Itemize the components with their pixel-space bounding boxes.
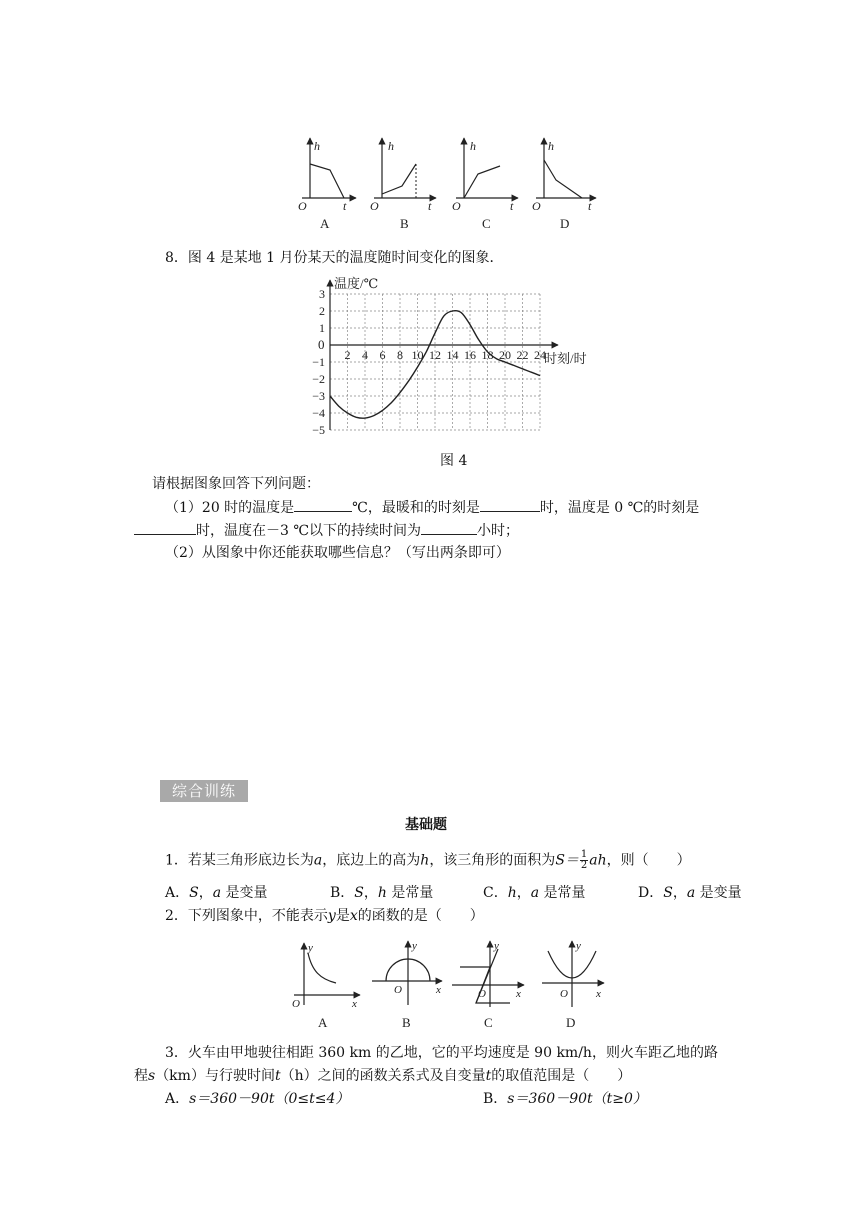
option-key: D．	[638, 885, 664, 901]
x-tick-label: 24	[534, 348, 546, 362]
option-sep: ，	[516, 885, 531, 901]
q8-part1-e: 小时；	[477, 523, 520, 539]
frac-num: 1	[580, 849, 588, 860]
formula-lhs: S＝	[555, 852, 579, 869]
x-tick-label: 10	[411, 348, 424, 362]
var-y: y	[327, 908, 336, 924]
origin-label: O	[560, 988, 568, 1000]
q1-option-d[interactable]	[638, 883, 742, 903]
q3-line2-b: （km）与行驶时间	[155, 1068, 275, 1084]
q8-part1-c: 时，温度是 0 ℃的时刻是	[539, 500, 700, 516]
option-var: S	[354, 885, 364, 901]
h-axis-label: h	[314, 139, 320, 153]
graph-label-c: C	[482, 216, 491, 231]
q1-stem-b: ，底边上的高为	[322, 852, 421, 869]
q1-stem	[165, 850, 691, 871]
graph-d	[532, 138, 596, 231]
origin-label: O	[478, 988, 486, 1000]
option-text: s＝360－90t（t≥0）	[507, 1091, 647, 1107]
q1-option-b[interactable]	[330, 883, 433, 903]
option-text: s＝360－90t（0≤t≤4）	[189, 1091, 350, 1107]
graph-label-b: B	[400, 216, 409, 231]
y-tick-label: 1	[319, 321, 325, 335]
y-axis-label: y	[576, 940, 581, 952]
y-tick-label: 3	[319, 287, 325, 301]
q8-stem: 8．图 4 是某地 1 月份某天的温度随时间变化的图象．	[165, 250, 504, 266]
q1-option-a[interactable]	[165, 883, 268, 903]
origin-label: O	[394, 984, 402, 996]
q3-line2	[134, 1066, 631, 1086]
q3-option-a[interactable]	[165, 1089, 349, 1109]
option-tail: 是常量	[386, 885, 434, 901]
var-s: s	[148, 1068, 156, 1084]
answer-blank-zero-time[interactable]	[134, 520, 196, 535]
q1-stem-d: ，则（ ）	[606, 852, 691, 869]
q2-stem-b: 是	[335, 908, 350, 924]
option-key: C．	[483, 885, 508, 901]
section-badge: 综合训练	[160, 780, 248, 802]
origin-label: O	[298, 199, 307, 213]
graph-b	[370, 138, 436, 231]
chart-origin-label: 0	[318, 337, 325, 352]
x-tick-label: 14	[446, 348, 459, 362]
q3-line2-a: 程	[134, 1068, 148, 1084]
graph-c	[452, 138, 518, 231]
q2-graph-d	[542, 940, 604, 1030]
option-var: S	[189, 885, 199, 901]
q3-line2-c: （h）之间的函数关系式及自变量	[280, 1068, 486, 1084]
y-tick-label: −2	[312, 372, 325, 386]
option-key: B．	[483, 1091, 508, 1107]
y-axis-label: y	[308, 942, 313, 954]
option-tail: 是变量	[695, 885, 742, 901]
var-a: a	[313, 852, 323, 869]
option-var: a	[212, 885, 222, 901]
option-key: B．	[330, 885, 355, 901]
y-tick-label: 2	[319, 304, 325, 318]
q2-stem	[165, 906, 484, 926]
t-axis-label: t	[343, 199, 347, 213]
x-axis-label: x	[596, 988, 601, 1000]
q8-part1-line2	[134, 520, 519, 541]
x-axis-label: x	[352, 998, 357, 1010]
q8-part1-a: （1）20 时的温度是	[165, 500, 295, 516]
graph-label-a: A	[318, 1015, 328, 1030]
q3-line2-d: 的取值范围是（ ）	[491, 1068, 632, 1084]
x-axis-label: x	[516, 988, 521, 1000]
q8-prompt: 请根据图象回答下列问题：	[152, 476, 320, 492]
x-tick-label: 2	[344, 348, 351, 362]
top-graphs	[290, 132, 610, 234]
origin-label: O	[532, 199, 541, 213]
graph-label-c: C	[484, 1015, 493, 1030]
y-tick-label: −5	[312, 423, 325, 437]
q2-graph-a	[292, 942, 360, 1030]
y-axis-label: y	[494, 940, 499, 952]
x-tick-label: 16	[464, 348, 476, 362]
origin-label: O	[292, 998, 300, 1010]
graph-label-a: A	[320, 216, 330, 231]
option-sep: ，	[363, 885, 378, 901]
graph-label-d: D	[566, 1015, 576, 1030]
var-t: t	[274, 1068, 281, 1084]
var-x: x	[349, 908, 358, 924]
chart-grid	[330, 294, 540, 430]
option-sep: ，	[672, 885, 687, 901]
answer-blank-warmest-time[interactable]	[480, 497, 540, 512]
h-axis-label: h	[548, 139, 554, 153]
x-axis-label: x	[436, 984, 441, 996]
option-var: h	[507, 885, 517, 901]
q8-part1-d: 时，温度在－3 ℃以下的持续时间为	[196, 523, 422, 539]
graph-label-d: D	[560, 216, 570, 231]
var-h: h	[420, 852, 430, 869]
q1-stem-c: ，该三角形的面积为	[429, 852, 556, 869]
origin-label: O	[452, 199, 461, 213]
x-tick-label: 18	[481, 348, 494, 362]
t-axis-label: t	[510, 199, 514, 213]
option-var: a	[686, 885, 696, 901]
q2-stem-a: 2．下列图象中，不能表示	[165, 908, 328, 924]
h-axis-label: h	[470, 139, 476, 153]
answer-blank-duration[interactable]	[421, 520, 477, 535]
section-heading: 基础题	[405, 817, 447, 833]
option-var: h	[377, 885, 387, 901]
option-tail: 是变量	[221, 885, 268, 901]
frac-den: 2	[580, 860, 588, 871]
option-key: A．	[165, 885, 190, 901]
y-tick-label: −1	[312, 355, 325, 369]
x-tick-label: 8	[397, 348, 403, 362]
h-axis-label: h	[388, 139, 394, 153]
q2-graph-c	[452, 940, 524, 1030]
option-key: A．	[165, 1091, 190, 1107]
y-tick-label: −3	[312, 389, 325, 403]
answer-blank-temp-20[interactable]	[294, 497, 352, 512]
x-tick-label: 4	[362, 348, 368, 362]
x-tick-label: 6	[379, 348, 386, 362]
graph-a	[298, 138, 356, 231]
t-axis-label: t	[428, 199, 432, 213]
var-t: t	[485, 1068, 492, 1084]
origin-label: O	[370, 199, 379, 213]
option-tail: 是常量	[539, 885, 586, 901]
x-tick-label: 12	[429, 348, 441, 362]
y-axis-label: 温度/℃	[334, 276, 379, 291]
option-sep: ，	[198, 885, 213, 901]
chart-caption: 图 4	[440, 453, 468, 469]
option-var: S	[663, 885, 673, 901]
q8-part1-line1	[165, 497, 699, 518]
graph-label-b: B	[402, 1015, 411, 1030]
q3-option-b[interactable]	[483, 1089, 647, 1109]
q3-line1: 3．火车由甲地驶往相距 360 km 的乙地，它的平均速度是 90 km/h，则火车距乙地的路	[165, 1045, 718, 1061]
q1-stem-a: 1．若某三角形底边长为	[165, 852, 314, 869]
temperature-chart	[300, 276, 600, 444]
x-tick-label: 20	[499, 348, 511, 362]
formula-rhs: ah	[589, 852, 607, 869]
q2-stem-c: 的函数的是（ ）	[357, 908, 484, 924]
option-var: a	[530, 885, 540, 901]
fraction-one-half	[580, 850, 588, 871]
q2-graph-b	[372, 940, 442, 1030]
y-tick-label: −4	[312, 406, 325, 420]
q8-part1-b: ℃，最暖和的时刻是	[352, 500, 480, 516]
q2-graphs	[280, 935, 610, 1035]
q1-option-c[interactable]	[483, 883, 586, 903]
y-axis-label: y	[412, 940, 417, 952]
x-axis-label: 时刻/时	[544, 351, 587, 366]
x-tick-label: 22	[516, 348, 529, 362]
q8-part2: （2）从图象中你还能获取哪些信息？（写出两条即可）	[165, 545, 510, 561]
t-axis-label: t	[588, 199, 592, 213]
